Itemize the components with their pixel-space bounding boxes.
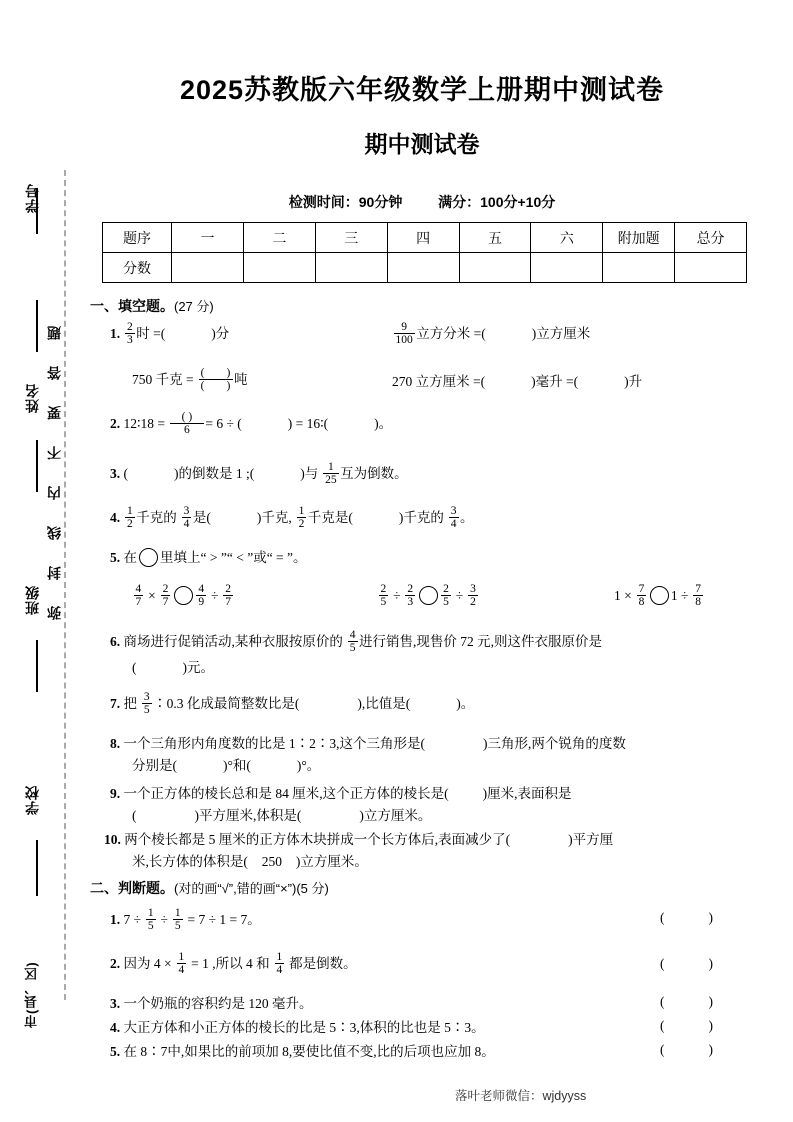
q5-prompt-tail: 里填上“ > ”“ < ”或“ = ”。 — [160, 550, 307, 565]
fraction-one-fifth: $\frac{1}{5}$ — [174, 907, 181, 933]
q2-tail: )。 — [374, 416, 393, 431]
fraction-two-sevenths: $\frac{2}{7}$ — [225, 583, 232, 609]
q8-text-1: 一个三角形内角度数的比是 1∶2∶3,这个三角形是( — [123, 736, 425, 751]
comparison-circle-icon[interactable] — [174, 586, 193, 605]
question-9-line-2 — [132, 806, 431, 826]
q8-text-3: 分别是( — [132, 758, 177, 773]
question-number: 7. — [110, 696, 121, 711]
table-row-header — [103, 223, 747, 253]
seal-rule — [36, 640, 38, 692]
page-subtitle: 期中测试卷 — [364, 131, 480, 157]
q3-open-paren: ( — [123, 466, 128, 481]
tf-question-5 — [110, 1042, 495, 1062]
comparison-circle-icon[interactable] — [650, 586, 669, 605]
seal-rule — [36, 440, 38, 492]
q4-text-1: 千克的 — [136, 510, 177, 525]
q7-text-1: ∶0.3 化成最简整数比是( — [153, 696, 300, 711]
q1-lead-kg: 750 千克 = — [132, 372, 194, 387]
question-number: 9. — [110, 786, 121, 801]
tf-answer-5[interactable]: ( ) — [660, 1042, 713, 1057]
question-number: 3. — [110, 466, 121, 481]
q5-prompt-lead: 在 — [123, 550, 137, 565]
section-one-title: 一、填空题。 — [90, 298, 174, 314]
fraction-three-halves: $\frac{3}{2}$ — [470, 583, 476, 609]
question-number: 4. — [110, 510, 121, 525]
section-two-points: (对的画“√”,错的画“×”)(5 分) — [174, 881, 329, 896]
q1-unit-hour: 时 =( — [136, 326, 166, 341]
q10-text-4: )立方厘米。 — [295, 854, 368, 869]
tf-answer-2[interactable]: ( ) — [660, 956, 713, 971]
fraction-two-fifths: $\frac{2}{5}$ — [380, 583, 387, 609]
score-table-col-4: 四 — [387, 223, 459, 253]
tf4-text: 大正方体和小正方体的棱长的比是 5∶3,体积的比也是 5∶3。 — [123, 1020, 485, 1035]
question-1-line-2 — [132, 368, 248, 394]
seal-field-xuexiao: 学校 — [24, 785, 40, 815]
score-cell-5[interactable] — [459, 253, 531, 283]
tf1-text-1: 7 ÷ — [123, 912, 142, 927]
fraction-seven-eighths: $\frac{7}{8}$ — [695, 583, 702, 609]
q2-mid2: ) = 16∶( — [287, 416, 329, 431]
tf1-text-2: = 7 ÷ 1 = 7。 — [187, 912, 261, 927]
q1-lead-cubic-cm: 270 立方厘米 =( — [392, 374, 486, 389]
question-5-expr-1 — [132, 584, 235, 610]
fraction-one-half: $\frac{1}{2}$ — [298, 505, 305, 531]
score-table-col-3: 三 — [315, 223, 387, 253]
section-heading-fill-blank — [90, 296, 214, 316]
q7-lead: 把 — [123, 696, 137, 711]
score-table-col-6: 六 — [531, 223, 603, 253]
question-10-line-1 — [104, 830, 613, 850]
table-row-scores — [103, 253, 747, 283]
q3-text-2: )与 — [300, 466, 319, 481]
q4-text-6: 。 — [460, 510, 474, 525]
fraction-one-fifth: $\frac{1}{5}$ — [147, 907, 154, 933]
q1-tail-minute: )分 — [211, 326, 230, 341]
tf-question-1 — [110, 908, 261, 934]
question-7 — [110, 692, 474, 718]
question-number: 5. — [110, 1044, 121, 1059]
fraction-three-quarters: $\frac{3}{4}$ — [450, 505, 457, 531]
fraction-one-quarter: $\frac{1}{4}$ — [178, 951, 185, 977]
exam-meta — [92, 192, 752, 212]
q8-text-4: )°和( — [223, 758, 251, 773]
score-cell-3[interactable] — [315, 253, 387, 283]
exam-duration: 检测时间：90分钟 — [288, 194, 403, 210]
q5-expr3-lead: 1 × — [614, 588, 632, 603]
fraction-four-sevenths: $\frac{4}{7}$ — [135, 583, 142, 609]
q2-lead-ratio: 12∶18 = — [123, 416, 166, 431]
score-cell-total[interactable] — [675, 253, 747, 283]
question-5-prompt — [110, 548, 307, 568]
fraction-three-quarters: $\frac{3}{4}$ — [183, 505, 190, 531]
question-8-line-1 — [110, 734, 626, 754]
fraction-blank-over-six: $\frac{( )}{6}$ — [170, 411, 204, 437]
score-cell-2[interactable] — [243, 253, 315, 283]
q1-tail-ton: 吨 — [234, 372, 248, 387]
q5-expr3-mid: 1 ÷ — [670, 588, 689, 603]
score-cell-bonus[interactable] — [603, 253, 675, 283]
seal-rule — [36, 840, 38, 896]
tf-answer-4[interactable]: ( ) — [660, 1018, 713, 1033]
fraction-two-fifths: $\frac{2}{5}$ — [443, 583, 449, 609]
fraction-one-twentyfifth: $\frac{1}{25}$ — [325, 461, 337, 487]
operator-multiply: × — [148, 588, 156, 603]
q9-text-4: )立方厘米。 — [359, 808, 432, 823]
q10-text-2: )平方厘 — [568, 832, 614, 847]
seal-field-xuehao: 学号 — [24, 183, 40, 213]
question-6-line-1 — [110, 630, 602, 656]
question-5-expr-3 — [614, 584, 705, 610]
question-1-line-1b — [392, 322, 590, 348]
question-number: 1. — [110, 912, 121, 927]
q4-text-5: )千克的 — [398, 510, 444, 525]
tf2-text-3: 都是倒数。 — [289, 956, 357, 971]
q4-text-3: )千克, — [256, 510, 292, 525]
q1-mid-ml: )毫升 =( — [531, 374, 579, 389]
score-cell-4[interactable] — [387, 253, 459, 283]
q1-tail-cubic-cm: )立方厘米 — [531, 326, 591, 341]
section-one-points: (27 分) — [174, 299, 214, 314]
question-1-line-1 — [110, 322, 229, 348]
tf-question-2 — [110, 952, 357, 978]
question-number: 5. — [110, 550, 121, 565]
q6-text-1: 商场进行促销活动,某种衣服按原价的 — [123, 634, 343, 649]
section-two-title: 二、判断题。 — [90, 880, 174, 896]
question-number: 8. — [110, 736, 121, 751]
score-table-col-bonus: 附加题 — [603, 223, 675, 253]
exam-total-score: 满分：100分+10分 — [438, 194, 556, 210]
operator-divide: ÷ — [393, 588, 401, 603]
question-2 — [110, 412, 392, 438]
operator-divide: ÷ — [455, 588, 464, 603]
question-5-expr-2 — [377, 584, 479, 610]
q4-text-4: 千克是( — [307, 510, 353, 525]
question-4 — [110, 506, 474, 532]
q9-text-1: 一个正方体的棱长总和是 84 厘米,这个正方体的棱长是( — [123, 786, 449, 801]
fraction-one-quarter: $\frac{1}{4}$ — [276, 951, 283, 977]
score-cell-6[interactable] — [531, 253, 603, 283]
operator-divide: ÷ — [160, 912, 168, 927]
question-1-line-2b — [392, 372, 642, 392]
question-number: 2. — [110, 416, 121, 431]
seal-margin — [0, 0, 92, 1122]
score-table-col-5: 五 — [459, 223, 531, 253]
fraction-four-ninths: $\frac{4}{9}$ — [198, 583, 205, 609]
seal-notice-text: 弥封线内不要答题 — [46, 300, 62, 620]
seal-field-shixianqu: 市(县、区) — [24, 961, 39, 1029]
operator-divide: ÷ — [211, 588, 219, 603]
exam-sheet — [92, 0, 793, 1122]
fraction-two-sevenths: $\frac{2}{7}$ — [162, 583, 169, 609]
tf-answer-1[interactable]: ( ) — [660, 910, 713, 925]
question-number: 1. — [110, 326, 121, 341]
score-table-col-1: 一 — [172, 223, 244, 253]
tf3-text: 一个奶瓶的容积约是 120 毫升。 — [123, 996, 313, 1011]
question-10-line-2 — [132, 852, 368, 872]
fraction-seven-eighths: $\frac{7}{8}$ — [638, 583, 645, 609]
q6-text-3: )元。 — [182, 660, 214, 675]
q1-tail-liter: )升 — [624, 374, 643, 389]
q8-text-2: )三角形,两个锐角的度数 — [483, 736, 626, 751]
fraction-two-thirds: $\frac{2}{3}$ — [407, 583, 414, 609]
question-6-line-2 — [132, 658, 214, 678]
tf-question-4 — [110, 1018, 485, 1038]
question-9-line-1 — [110, 784, 572, 804]
q2-mid: = 6 ÷ ( — [205, 416, 242, 431]
q10-text-1: 两个棱长都是 5 厘米的正方体木块拼成一个长方体后,表面减少了( — [124, 832, 511, 847]
question-number: 10. — [104, 832, 121, 847]
score-table-col-total: 总分 — [675, 223, 747, 253]
section-heading-true-false — [90, 878, 329, 898]
question-number: 4. — [110, 1020, 121, 1035]
comparison-circle-icon[interactable] — [419, 586, 438, 605]
fraction-three-fifths: $\frac{3}{5}$ — [143, 691, 150, 717]
score-table-row-label: 分数 — [103, 253, 172, 283]
fraction-two-thirds: $\frac{2}{3}$ — [127, 321, 133, 347]
q10-text-3: 米,长方体的体积是( — [132, 854, 248, 869]
q3-text-1: )的倒数是 1 ;( — [174, 466, 255, 481]
tf2-text-1: 因为 4 × — [123, 956, 172, 971]
seal-field-banji: 班级 — [24, 585, 40, 615]
question-number: 2. — [110, 956, 121, 971]
question-number: 6. — [110, 634, 121, 649]
footer-watermark: 落叶老师微信：wjdyyss — [455, 1089, 587, 1103]
q6-open-paren: ( — [132, 660, 137, 675]
fraction-one-half: $\frac{1}{2}$ — [127, 505, 133, 531]
q1-unit-cubic-dm: 立方分米 =( — [416, 326, 486, 341]
score-table-row-label: 题序 — [103, 223, 172, 253]
question-number: 3. — [110, 996, 121, 1011]
question-8-line-2 — [132, 756, 320, 776]
question-3 — [110, 462, 408, 488]
fraction-blank-over-blank: $\frac{( )}{( )}$ — [199, 367, 233, 393]
q6-text-2: 进行销售,现售价 72 元,则这件衣服原价是 — [359, 634, 602, 649]
page-title: 2025苏教版六年级数学上册期中测试卷 — [179, 75, 665, 105]
tf-answer-3[interactable]: ( ) — [660, 994, 713, 1009]
q7-tail: )。 — [456, 696, 475, 711]
q7-text-2: ),比值是( — [357, 696, 411, 711]
score-cell-1[interactable] — [172, 253, 244, 283]
seal-field-xingming: 姓名 — [24, 383, 40, 413]
tf2-text-2: = 1 ,所以 4 和 — [191, 956, 270, 971]
q9-text-2: )厘米,表面积是 — [482, 786, 572, 801]
comparison-circle-icon[interactable] — [139, 548, 158, 567]
q9-text-3: )平方厘米,体积是( — [194, 808, 302, 823]
q9-open-paren: ( — [132, 808, 137, 823]
q4-text-2: 是( — [192, 510, 211, 525]
tf5-text: 在 8∶7中,如果比的前项加 8,要使比值不变,比的后项也应加 8。 — [123, 1044, 495, 1059]
seal-rule — [36, 300, 38, 352]
fraction-nine-hundredths: $\frac{9}{100}$ — [395, 321, 413, 347]
q10-filled-answer[interactable]: 250 — [261, 854, 282, 869]
score-table — [102, 222, 747, 283]
q8-text-5: )°。 — [296, 758, 321, 773]
score-table-col-2: 二 — [243, 223, 315, 253]
q3-text-3: 互为倒数。 — [340, 466, 408, 481]
tf-question-3 — [110, 994, 313, 1014]
fraction-four-fifths: $\frac{4}{5}$ — [349, 629, 356, 655]
